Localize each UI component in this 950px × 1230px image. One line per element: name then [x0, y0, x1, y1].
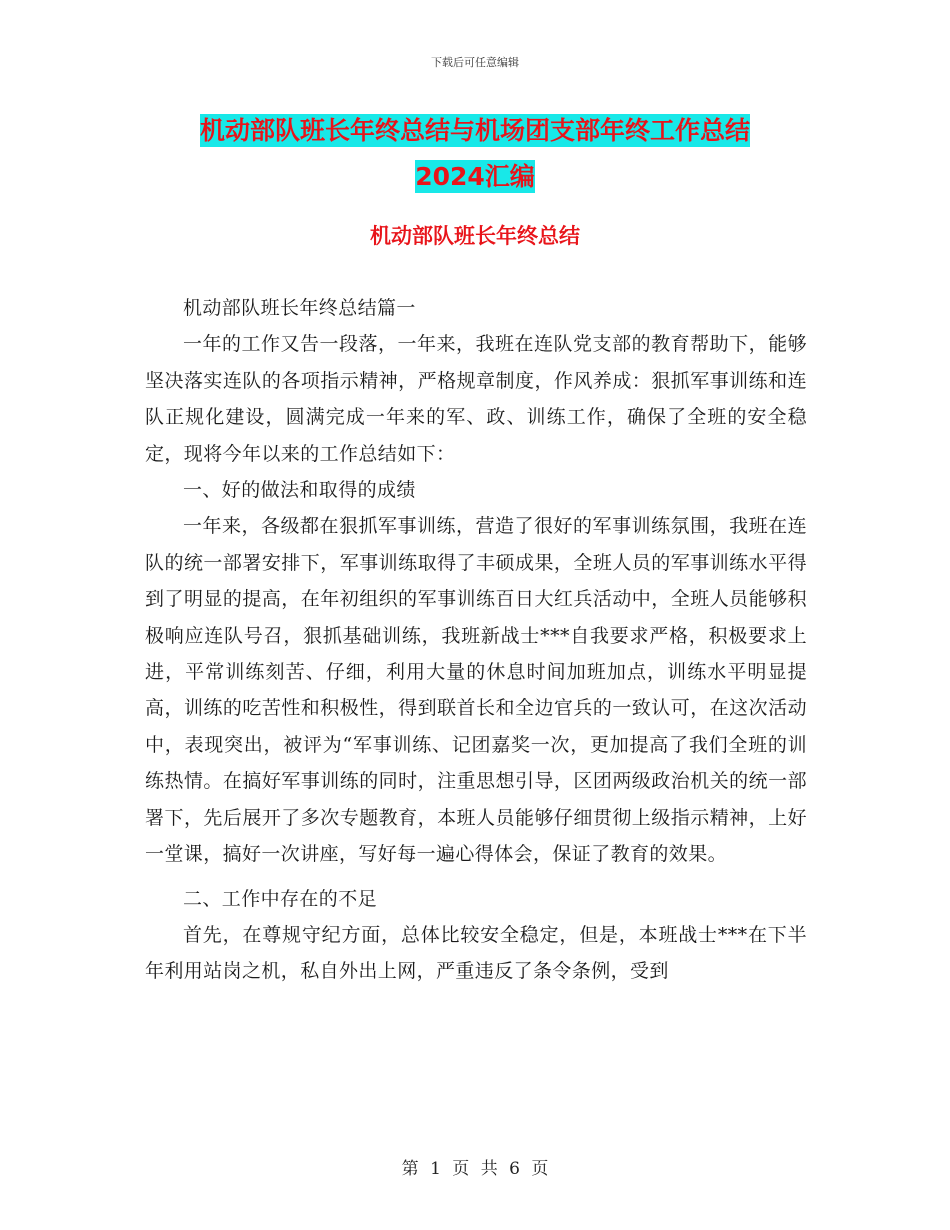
- title-line-1: 机动部队班长年终总结与机场团支部年终工作总结: [199, 116, 750, 145]
- document-body: [145, 290, 807, 990]
- paragraph-heading-2: 二、工作中存在的不足: [183, 887, 378, 910]
- paragraph-subheading: 机动部队班长年终总结篇一: [183, 297, 416, 319]
- page-footer: 第 1 页 共 6 页: [401, 1159, 549, 1179]
- paragraph-achievements: 一年来，各级都在狠抓军事训练，营造了很好的军事训练氛围，我班在连队的统一部署安排下，军事训练取得了丰硕成果，全班人员的军事训练水平得到了明显的提高，在年初组织的军事训练百日大红兵活动中，全班人员能够积极响应连队号召，狠抓基础训练，我班新战士***自我要求严格，积极要求上进，平常训练刻苦、仔细，利用大量的休息时间加班加点，训练水平明显提高，训练的吃苦性和积极性，得到联首长和全边官兵的一致认可，在这次活动中，表现突出，被评为“军事训练、记团嘉奖一次，更加提高了我们全班的训练热情。在搞好军事训练的同时，注重思想引导，区团两级政治机关的统一部署下，先后展开了多次专题教育，本班人员能够仔细贯彻上级指示精神，上好一堂课，搞好一次讲座，写好每一遍心得体会，保证了教育的效果。: [145, 515, 807, 866]
- paragraph-shortcomings: 首先，在尊规守纪方面，总体比较安全稳定，但是，本班战士***在下半年利用站岗之机，私自外出上网，严重违反了条令条例，受到: [145, 923, 807, 983]
- paragraph-heading-1: 一、好的做法和取得的成绩: [183, 479, 416, 502]
- header-note: 下载后可任意编辑: [431, 56, 519, 69]
- section-title: 机动部队班长年终总结: [370, 224, 580, 248]
- document-title: [0, 108, 950, 200]
- paragraph-intro: 一年的工作又告一段落，一年来，我班在连队党支部的教育帮助下，能够坚决落实连队的各项指示精神，严格规章制度，作风养成：狠抓军事训练和连队正规化建设，圆满完成一年来的军、政、训练工作，确保了全班的安全稳定，现将今年以来的工作总结如下：: [145, 333, 807, 465]
- title-line-2: 2024汇编: [415, 162, 535, 191]
